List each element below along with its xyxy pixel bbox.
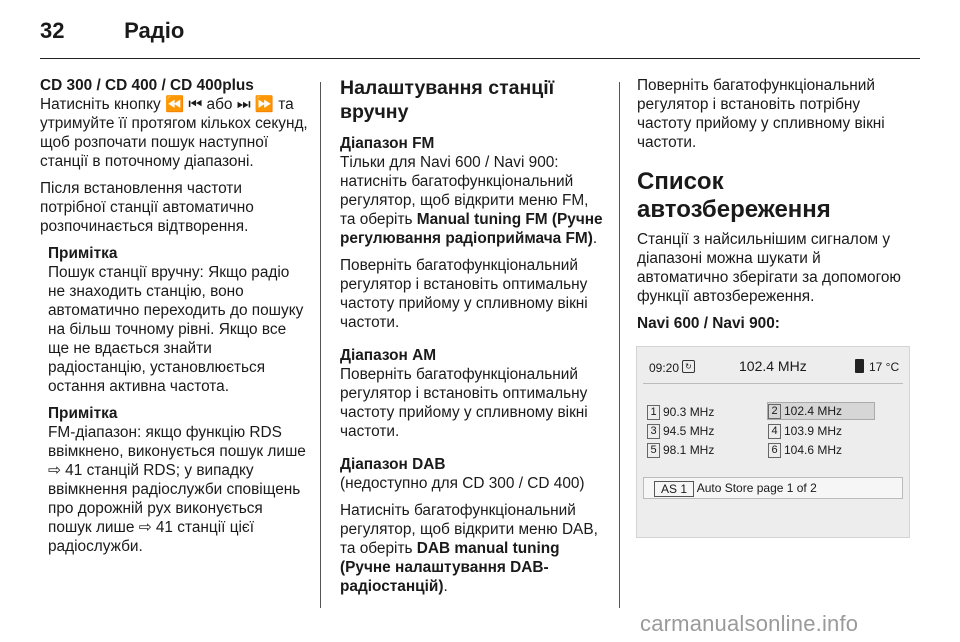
note-title: Примітка	[48, 405, 118, 422]
fm-instructions: Тільки для Navi 600 / Navi 900: натисніть багатофункціональний регулятор, щоб відкрити меню FM, та оберіть Manual tuning FM (Ручне регулювання радіоприймача FM).	[340, 154, 603, 247]
autostore-heading: Список автозбереження	[637, 168, 831, 223]
preset-3: 3 94.5 MHz	[647, 423, 714, 439]
navi-label: Navi 600 / Navi 900:	[637, 315, 780, 332]
cd-models-heading: CD 300 / CD 400 / CD 400plus	[40, 77, 254, 94]
preset-5: 5 98.1 MHz	[647, 442, 714, 458]
page-header	[40, 18, 184, 44]
playback-paragraph: Після встановлення частоти потрібної станції автоматично розпочинається відтворення.	[40, 180, 254, 235]
watermark: carmanualsonline.info	[640, 611, 859, 636]
autostore-page-text: Auto Store page 1 of 2	[696, 481, 817, 495]
dab-menu-option: DAB manual tuning (Ручне налаштування DAB-радіостанцій)	[340, 540, 560, 595]
note-1	[48, 244, 308, 396]
preset-2: 2 102.4 MHz	[767, 402, 875, 420]
note-2	[48, 404, 308, 556]
preset-4: 4 103.9 MHz	[768, 423, 842, 439]
manual-tuning-heading: Налаштування станції вручну	[340, 77, 555, 123]
dab-band-title: Діапазон DAB	[340, 456, 446, 473]
column-1	[40, 76, 308, 564]
header-rule	[40, 58, 920, 59]
screen-temperature: 17 °C	[869, 360, 900, 374]
screen-time: 09:20	[649, 361, 680, 375]
preset-6: 6 104.6 MHz	[768, 442, 842, 458]
fm-menu-option: Manual tuning FM (Ручне регулювання радіоприймача FM)	[340, 211, 603, 247]
as-button: AS 1	[654, 481, 694, 497]
preset-1: 1 90.3 MHz	[647, 404, 714, 420]
note-text: FM-діапазон: якщо функцію RDS ввімкнено, виконується пошук лише ⇨ 41 станцій RDS; у випадку ввімкнення радіослужби сповіщень про дорожній рух виконується пошук лише ⇨ 41 станції цієї радіослужби.	[48, 424, 306, 555]
dab-availability: (недоступно для CD 300 / CD 400)	[340, 475, 585, 492]
seek-paragraph: Натисніть кнопку ⏪ ⏮ або ⏭ ⏩ та утримуйте її протягом кількох секунд, щоб розпочати пошук наступної станції в поточному діапазоні.	[40, 96, 308, 170]
rotate-paragraph: Поверніть багатофункціональний регулятор і встановіть потрібну частоту прийому у спливному вікні частоти.	[637, 77, 885, 151]
fm-rotate-text: Поверніть багатофункціональний регулятор і встановіть оптимальну частоту прийому у спливному вікні частоти.	[340, 257, 588, 331]
note-text: Пошук станції вручну: Якщо радіо не знаходить станцію, воно автоматично переходить до пошуку на більш точному рівні. Якщо все ще не вдається знайти радіостанцію, установлюється остання активна частота.	[48, 264, 304, 395]
navi-screen-image	[636, 346, 910, 538]
autostore-paragraph: Станції з найсильнішим сигналом у діапазоні можна шукати й автоматично зберігати за допомогою функції автозбереження.	[637, 231, 901, 305]
am-instructions: Поверніть багатофункціональний регулятор і встановіть оптимальну частоту прийому у спливному вікні частоти.	[340, 366, 588, 440]
screen-frequency: 102.4 MHz	[739, 358, 807, 374]
autostore-bar	[643, 477, 903, 499]
column-2	[340, 76, 608, 604]
screen-divider	[643, 383, 903, 384]
phone-icon	[855, 359, 864, 373]
column-3	[637, 76, 907, 333]
fm-band-title: Діапазон FM	[340, 135, 435, 152]
column-divider-2	[619, 82, 620, 608]
column-divider-1	[320, 82, 321, 608]
am-band-title: Діапазон AM	[340, 347, 437, 364]
screen-status-bar	[643, 357, 903, 379]
dab-instructions: Натисніть багатофункціональний регулятор, щоб відкрити меню DAB, та оберіть DAB manual tuning (Ручне налаштування DAB-радіостанцій).	[340, 502, 598, 595]
clock-icon: ↻	[682, 360, 695, 373]
note-title: Примітка	[48, 245, 118, 262]
page-number: 32	[40, 18, 65, 43]
page-title: Радіо	[124, 18, 185, 43]
